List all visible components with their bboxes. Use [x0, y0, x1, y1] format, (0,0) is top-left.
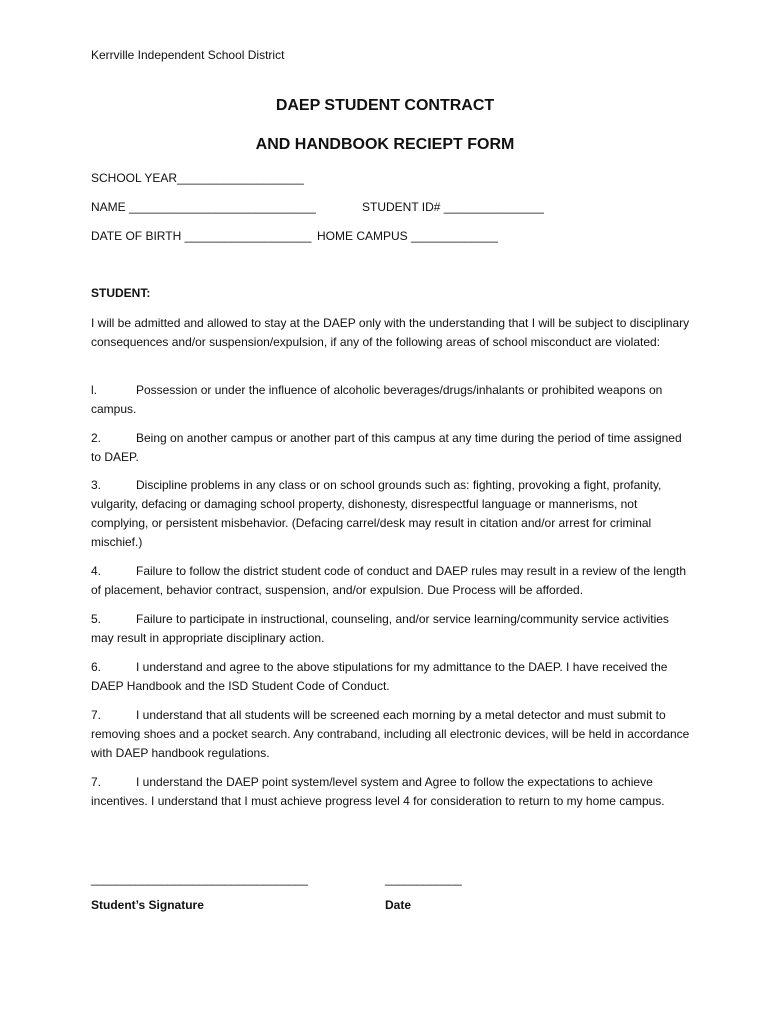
- list-item: [91, 429, 691, 467]
- item-number: 7.: [91, 708, 102, 722]
- item-text: Discipline problems in any class or on school grounds such as: fighting, provoking a fight, profanity, vulgarity, defacing or damaging school property, dishonesty, disrespectful language or mannerisms, not complying, or persistent misbehavior. (Defacing carrel/desk may result in citation and/or arrest for criminal mischief.): [91, 478, 662, 549]
- district-name: Kerrville Independent School District: [91, 48, 285, 62]
- list-item: [91, 610, 691, 648]
- list-item: [91, 562, 691, 600]
- list-item: [91, 658, 691, 696]
- intro-paragraph: I will be admitted and allowed to stay at the DAEP only with the understanding that I will be subject to disciplinary consequences and/or suspension/expulsion, if any of the following areas of school misconduct are violated:: [91, 316, 690, 349]
- home-campus-field: HOME CAMPUS _____________: [317, 229, 498, 243]
- signature-label: Student’s Signature: [91, 898, 204, 912]
- item-number: 4.: [91, 564, 102, 578]
- item-text: Failure to participate in instructional, counseling, and/or service learning/community service activities may result in appropriate disciplinary action.: [91, 612, 669, 645]
- list-item: [91, 381, 691, 419]
- form-title: DAEP STUDENT CONTRACT: [275, 97, 495, 114]
- date-of-birth-field: DATE OF BIRTH ___________________: [91, 229, 312, 243]
- date-line: ____________: [385, 872, 462, 886]
- item-text: Failure to follow the district student code of conduct and DAEP rules may result in a review of the length of placement, behavior contract, suspension, and/or expulsion. Due Process will be afforded.: [91, 564, 687, 597]
- item-number: 6.: [91, 660, 102, 674]
- item-text: I understand the DAEP point system/level system and Agree to follow the expectations to achieve incentives. I understand that I must achieve progress level 4 for consideration to return to my home campus.: [91, 775, 665, 808]
- item-text: I understand that all students will be screened each morning by a metal detector and must submit to removing shoes and a pocket search. Any contraband, including all electronic devices, will be held in accordance with DAEP handbook regulations.: [91, 708, 690, 760]
- item-text: Being on another campus or another part of this campus at any time during the period of time assigned to DAEP.: [91, 431, 682, 464]
- list-item: [91, 773, 691, 811]
- item-text: Possession or under the influence of alcoholic beverages/drugs/inhalants or prohibited weapons on campus.: [91, 383, 663, 416]
- list-item: [91, 476, 691, 552]
- item-text: I understand and agree to the above stipulations for my admittance to the DAEP. I have received the DAEP Handbook and the ISD Student Code of Conduct.: [91, 660, 668, 693]
- item-number: l.: [91, 383, 97, 397]
- item-number: 7.: [91, 775, 102, 789]
- student-id-field: STUDENT ID# _______________: [362, 200, 544, 214]
- school-year-field: SCHOOL YEAR___________________: [91, 171, 304, 185]
- name-field: NAME ____________________________: [91, 200, 316, 214]
- list-item: [91, 706, 691, 763]
- item-number: 2.: [91, 431, 102, 445]
- form-subtitle: AND HANDBOOK RECIEPT FORM: [255, 136, 515, 153]
- signature-line: __________________________________: [91, 872, 308, 886]
- date-label: Date: [385, 898, 412, 912]
- student-heading: STUDENT:: [91, 286, 151, 300]
- item-number: 5.: [91, 612, 102, 626]
- item-number: 3.: [91, 478, 102, 492]
